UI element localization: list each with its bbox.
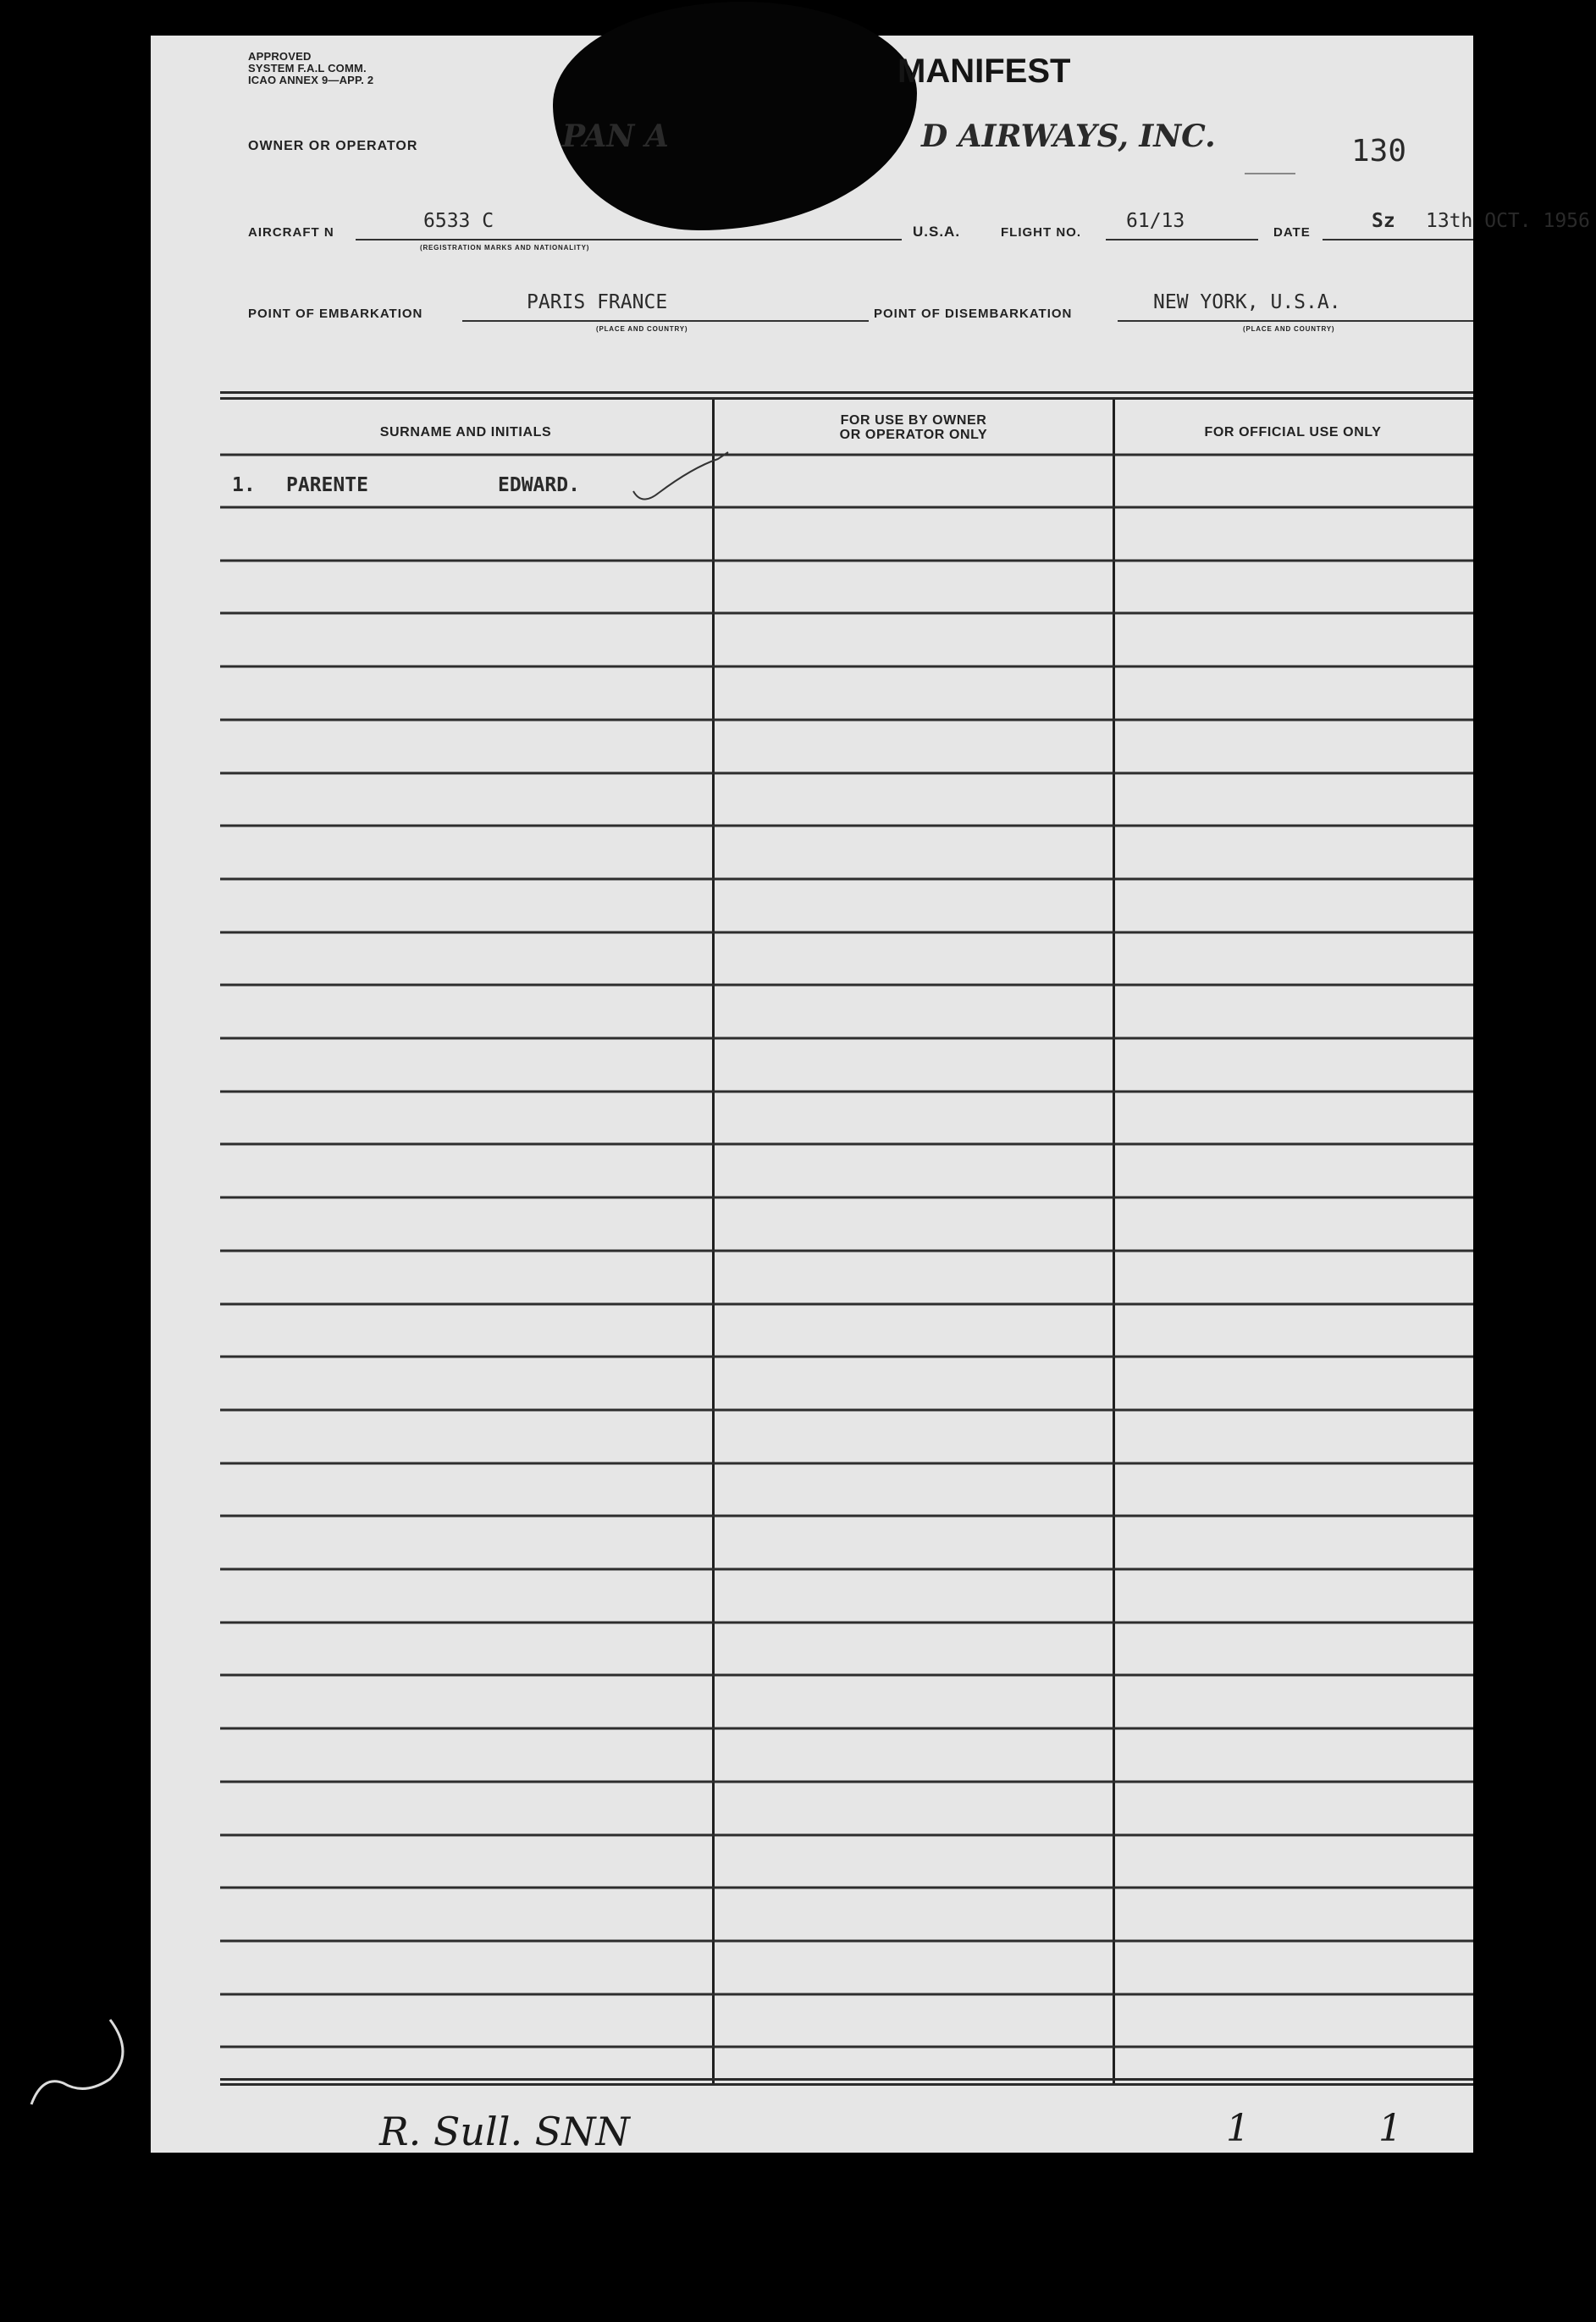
date-label: DATE: [1273, 225, 1311, 240]
usa-label: U.S.A.: [913, 224, 961, 240]
page-total: 1: [1378, 2107, 1402, 2150]
entry-number: 1.: [232, 474, 256, 496]
owner-label: OWNER OR OPERATOR: [248, 139, 418, 153]
owner-value-suffix: D AIRWAYS, INC.: [921, 119, 1216, 154]
aircraft-value: 6533 C: [423, 210, 494, 232]
date-value: 13th OCT. 1956: [1426, 210, 1590, 232]
flight-value: 61/13: [1126, 210, 1185, 232]
owner-value: PAN A: [562, 119, 669, 154]
page-of: 1: [1226, 2107, 1250, 2150]
approval-line-2: SYSTEM F.A.L COMM.: [248, 62, 367, 75]
column-header-owner-line1: FOR USE BY OWNER: [840, 413, 987, 428]
disembark-label: POINT OF DISEMBARKATION: [874, 307, 1073, 321]
entry-given-name: EDWARD.: [498, 474, 580, 496]
signature: R. Sull. SNN: [379, 2109, 630, 2154]
column-header-owner-line2: OR OPERATOR ONLY: [839, 428, 988, 442]
disembark-value: NEW YORK, U.S.A.: [1153, 291, 1341, 313]
entry-surname: PARENTE: [286, 474, 368, 496]
date-prefix: Sz: [1372, 210, 1395, 232]
aircraft-label: AIRCRAFT N: [248, 225, 334, 240]
flight-label: FLIGHT NO.: [1001, 225, 1081, 240]
disembark-sublabel: (PLACE AND COUNTRY): [1243, 325, 1335, 333]
approval-line-3: ICAO ANNEX 9—APP. 2: [248, 74, 374, 86]
page-number: 130: [1351, 134, 1407, 169]
embark-value: PARIS FRANCE: [527, 291, 668, 313]
column-header-official: FOR OFFICIAL USE ONLY: [1204, 425, 1382, 440]
embark-sublabel: (PLACE AND COUNTRY): [596, 325, 688, 333]
aircraft-sublabel: (REGISTRATION MARKS AND NATIONALITY): [420, 244, 590, 252]
approval-line-1: APPROVED: [248, 50, 312, 63]
embark-label: POINT OF EMBARKATION: [248, 307, 423, 321]
column-header-surname: SURNAME AND INITIALS: [379, 425, 552, 440]
form-title: MANIFEST: [897, 53, 1071, 90]
